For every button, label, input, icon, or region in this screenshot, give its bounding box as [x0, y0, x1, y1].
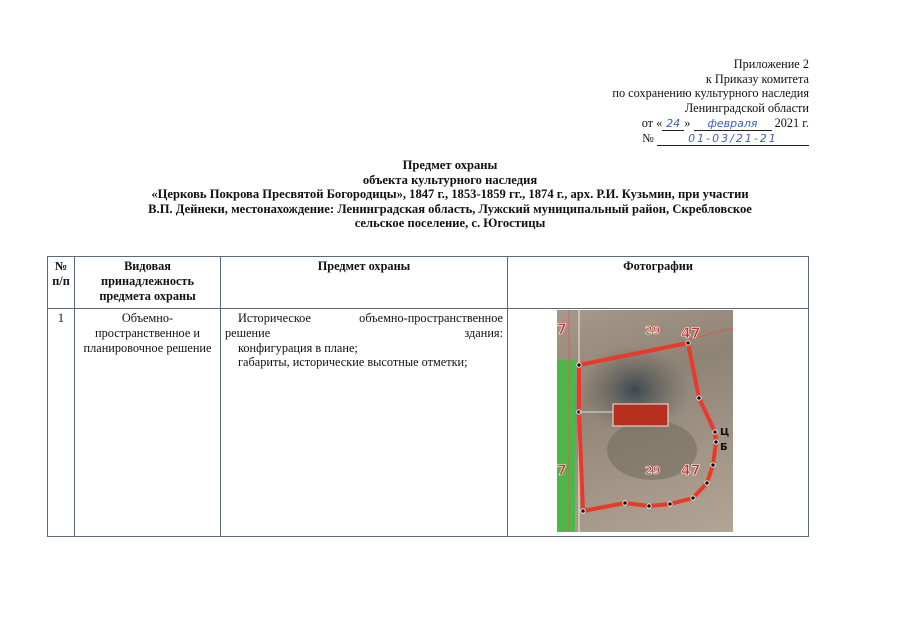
- appendix-line: Приложение 2: [733, 57, 809, 71]
- row-number: 1: [48, 309, 75, 537]
- svg-text:47: 47: [681, 463, 701, 479]
- title-line: В.П. Дейнеки, местонахождение: Ленинградская область, Лужский муниципальный район, Скребловское: [148, 201, 752, 216]
- title-line: Предмет охраны: [402, 158, 498, 172]
- appendix-line: Ленинградской области: [684, 101, 809, 116]
- date-year: 2021 г.: [774, 115, 809, 130]
- number-field: [657, 132, 809, 146]
- title-line: «Церковь Покрова Пресвятой Богородицы», 1847 г., 1853-1859 гг., 1874 г., арх. Р.И. Кузьмин, при участии: [151, 187, 749, 202]
- row-subject: [221, 309, 508, 537]
- date-day: 24: [666, 116, 681, 130]
- order-date: [612, 116, 809, 131]
- title-line: объекта культурного наследия: [362, 172, 538, 187]
- svg-text:7: 7: [557, 463, 567, 479]
- date-month-field: [694, 117, 772, 131]
- order-number: [612, 131, 809, 146]
- header-photos: Фотографии: [508, 257, 809, 309]
- svg-text:29: 29: [645, 464, 661, 477]
- subject-line: габариты, исторические высотные отметки;: [238, 355, 468, 370]
- svg-text:47: 47: [681, 326, 701, 342]
- boundary-map-icon: [557, 310, 733, 532]
- date-mid: »: [684, 115, 691, 130]
- header-kind: Видовая принадлежность предмета охраны: [75, 257, 221, 309]
- date-prefix: от «: [641, 115, 663, 130]
- table-header-row: [48, 257, 809, 309]
- document-title: [60, 158, 840, 231]
- svg-text:Б: Б: [720, 442, 728, 453]
- appendix-line: по сохранению культурного наследия: [612, 86, 809, 101]
- title-line: сельское поселение, с. Югостицы: [354, 216, 546, 231]
- table-row: [48, 309, 809, 537]
- appendix-line: к Приказу комитета: [705, 71, 809, 86]
- date-day-field: [662, 117, 684, 131]
- site-map-photo: [557, 310, 733, 532]
- protection-subject-table: [47, 256, 809, 537]
- date-month: февраля: [707, 116, 758, 130]
- row-photo-cell: [508, 309, 809, 537]
- svg-text:Ц: Ц: [720, 427, 730, 438]
- appendix-header: [612, 57, 809, 146]
- header-subject: Предмет охраны: [221, 257, 508, 309]
- number-value: 01-03/21-21: [688, 131, 778, 145]
- number-prefix: №: [642, 130, 654, 145]
- header-number: № п/п: [48, 257, 75, 309]
- subject-line: Историческое объемно-пространственное решение здания:: [225, 311, 503, 340]
- row-kind: Объемно-пространственное и планировочное решение: [75, 309, 221, 537]
- subject-line: конфигурация в плане;: [238, 340, 358, 355]
- svg-text:7: 7: [557, 322, 567, 338]
- svg-text:29: 29: [645, 324, 661, 337]
